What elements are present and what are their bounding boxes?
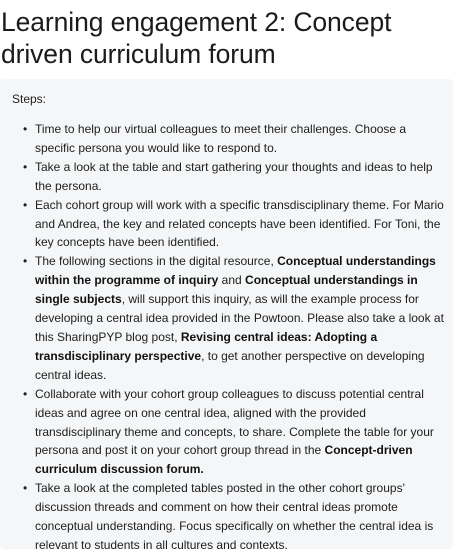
bullet-icon: • [23,386,28,401]
bullet-icon: • [23,122,28,136]
step-item [23,479,445,555]
step-text: The following sections in the digital resource, [35,254,278,269]
steps-panel [0,79,453,552]
bullet-icon: • [23,197,28,212]
step-text: Each cohort group will work with a specific transdisciplinary theme. For Mario and Andrea, the key and related concepts have been identified. For Toni, the key concepts have been identified. [35,197,444,250]
steps-list [0,120,445,555]
step-text: , to get another perspective on developing central ideas. [35,348,425,382]
step-emphasis-text: Conceptual understandings within the programme of inquiry [35,254,436,288]
step-text: Time to help our virtual colleagues to meet their challenges. Choose a specific persona you would like to respond to. [35,122,407,155]
step-text: , will support this inquiry, as will the example process for developing a central idea provided in the Powtoon. Please also take a look at this SharingPYP blog post, [35,292,444,344]
step-item [23,385,445,480]
step-text: Take a look at the completed tables posted in the other cohort groups' discussion threads and comment on how their central ideas promote conceptual understanding. Focus specifically on whether the central idea is relevant to students in all cultures and contexts. [35,481,434,552]
bullet-icon: • [23,254,28,269]
step-item [23,158,445,196]
step-item [23,196,445,253]
page-title: Learning engagement 2: Concept driven curriculum forum [1,7,392,69]
bullet-icon: • [23,481,28,496]
step-text: and [218,273,246,288]
step-item [23,252,445,384]
step-emphasis-text: Revising central ideas: Adopting a transdisciplinary perspective [35,329,378,363]
step-emphasis-text: Conceptual understandings in single subjects [35,273,418,307]
bullet-icon: • [23,159,28,174]
steps-label: Steps: [12,92,47,106]
step-item [23,120,445,158]
step-text: Take a look at the table and start gathering your thoughts and ideas to help the persona. [35,159,433,193]
step-emphasis-text: Concept-driven curriculum discussion forum. [35,443,413,477]
step-text: Collaborate with your cohort group colleagues to discuss potential central ideas and agree on one central idea, aligned with the provided transdisciplinary theme and concepts, to share. Complete the table for your persona and post it on your cohort group thread in the [35,386,434,458]
